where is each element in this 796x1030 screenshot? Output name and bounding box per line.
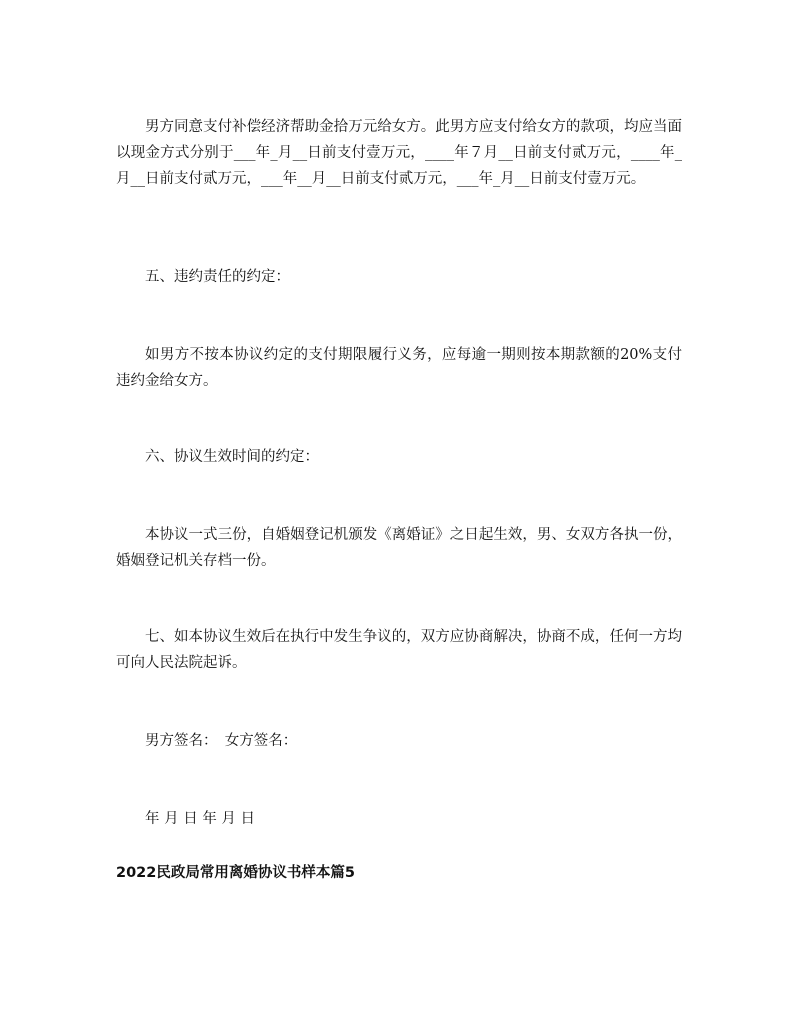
date-line: 年 月 日 年 月 日 [145,811,256,827]
next-section-title: 2022民政局常用离婚协议书样本篇5 [116,865,355,881]
breach-heading: 五、违约责任的约定： [145,269,290,285]
signature-line: 男方签名： 女方签名： [145,733,298,749]
payment-paragraph: 男方同意支付补偿经济帮助金拾万元给女方。此男方应支付给女方的款项，均应当面以现金方式分别于___年_月__日前支付壹万元，____年７月__日前支付贰万元，____年_月__日前支付贰万元，___年__月__日前支付贰万元，___年_月__日前支付壹万元。 [116,119,682,187]
effective-paragraph: 本协议一式三份，自婚姻登记机颁发《离婚证》之日起生效，男、女双方各执一份，婚姻登记机关存档一份。 [116,527,682,569]
effective-heading: 六、协议生效时间的约定： [145,449,319,465]
dispute-paragraph: 七、如本协议生效后在执行中发生争议的，双方应协商解决，协商不成，任何一方均可向人民法院起诉。 [116,629,682,671]
breach-paragraph: 如男方不按本协议约定的支付期限履行义务，应每逾一期则按本期款额的20%支付违约金给女方。 [116,347,682,389]
